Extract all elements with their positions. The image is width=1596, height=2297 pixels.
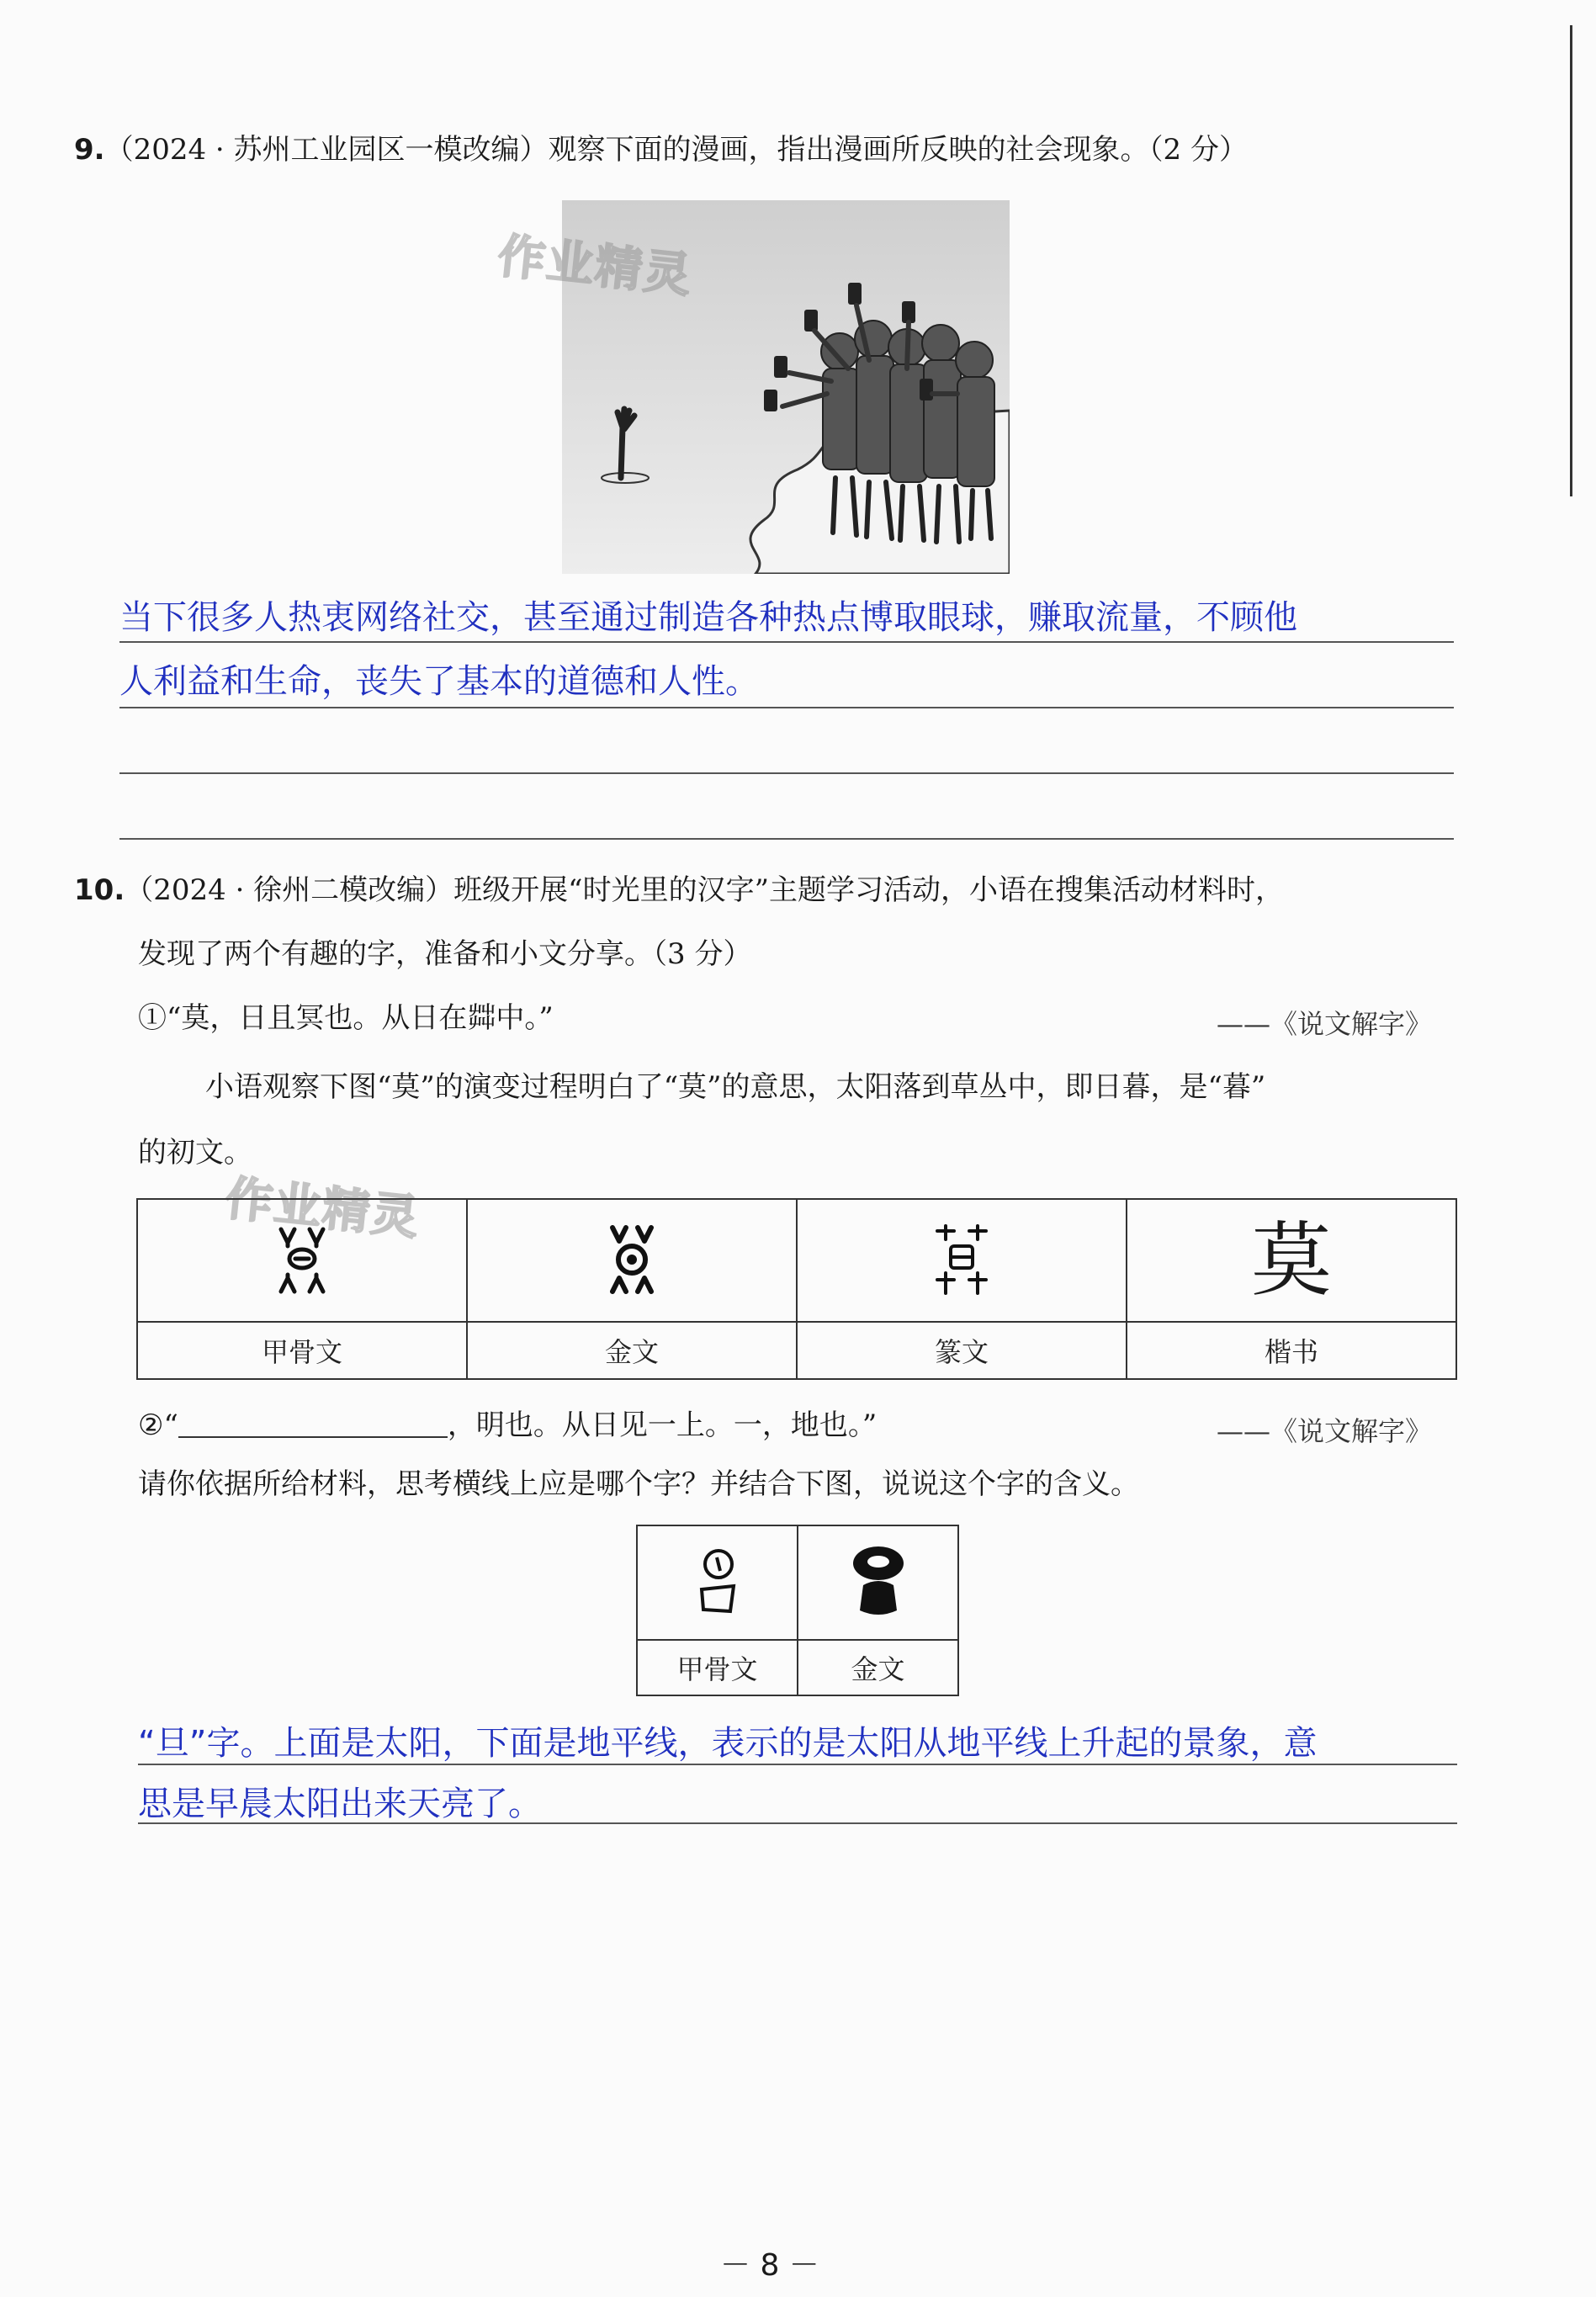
table-label-oracle: 甲骨文 [637,1640,798,1695]
table-label-regular: 楷书 [1127,1322,1456,1379]
oracle-bone-glyph [137,1199,467,1322]
answer-rule [119,838,1454,840]
question-10-text-line-1: （2024 · 徐州二模改编）班级开展“时光里的汉字”主题学习活动，小语在搜集活动材料时， [125,873,1284,907]
question-9-number: 9. [74,133,105,167]
page-number: － 8 － [720,2248,819,2283]
regular-script-glyph [1127,1199,1456,1322]
question-10-header [74,873,1284,907]
instruction: 请你依据所给材料，思考横线上应是哪个字？并结合下图，说说这个字的含义。 [138,1467,1139,1501]
quote-2-prefix: ②“ [138,1408,178,1442]
table-label-seal: 篆文 [797,1322,1127,1379]
question-9-answer-line-1: 当下很多人热衷网络社交，甚至通过制造各种热点博取眼球，赚取流量，不顾他 [119,598,1297,637]
oracle-bone-dan-glyph [637,1525,798,1640]
seal-script-glyph [797,1199,1127,1322]
quote-2-source: ——《说文解字》 [1217,1415,1433,1447]
question-9-header [74,133,1248,167]
question-9-text: （2024 · 苏州工业园区一模改编）观察下面的漫画，指出漫画所反映的社会现象。（2 分） [104,133,1248,167]
answer-rule [138,1822,1457,1824]
answer-rule [119,707,1454,708]
quote-2-suffix: ，明也。从日见一上。一，地也。” [447,1408,878,1442]
watermark: 作业精灵 [495,229,696,304]
quote-1: ①“莫，日且冥也。从日在茻中。” [138,1001,554,1035]
question-10-number: 10. [74,873,125,907]
table-label-oracle: 甲骨文 [137,1322,467,1379]
bronze-glyph [467,1199,797,1322]
question-10-answer-line-2: 思是早晨太阳出来天亮了。 [138,1785,542,1823]
quote-2 [138,1408,877,1442]
watermark: 作业精灵 [222,1171,423,1246]
table-label-bronze: 金文 [798,1640,958,1695]
table-label-bronze: 金文 [467,1322,797,1379]
question-9-answer-line-2: 人利益和生命，丧失了基本的道德和人性。 [119,662,759,701]
kaishu-mo-text: 莫 [1251,1213,1332,1308]
quote-1-source: ——《说文解字》 [1217,1008,1433,1040]
evolution-table-mo [136,1198,1457,1380]
question-10-text-line-2: 发现了两个有趣的字，准备和小文分享。（3 分） [138,937,752,971]
paragraph-line-1: 小语观察下图“莫”的演变过程明白了“莫”的意思，太阳落到草丛中，即日暮，是“暮” [205,1070,1266,1104]
page-edge-line [1570,25,1572,496]
answer-rule [119,641,1454,643]
fill-in-blank[interactable] [178,1411,448,1438]
question-10-answer-line-1: “旦”字。上面是太阳，下面是地平线，表示的是太阳从地平线上升起的景象，意 [138,1724,1318,1763]
answer-rule [119,772,1454,774]
bronze-dan-glyph [798,1525,958,1640]
paragraph-line-2: 的初文。 [138,1136,252,1170]
answer-rule [138,1764,1457,1765]
evolution-table-dan [636,1525,959,1696]
